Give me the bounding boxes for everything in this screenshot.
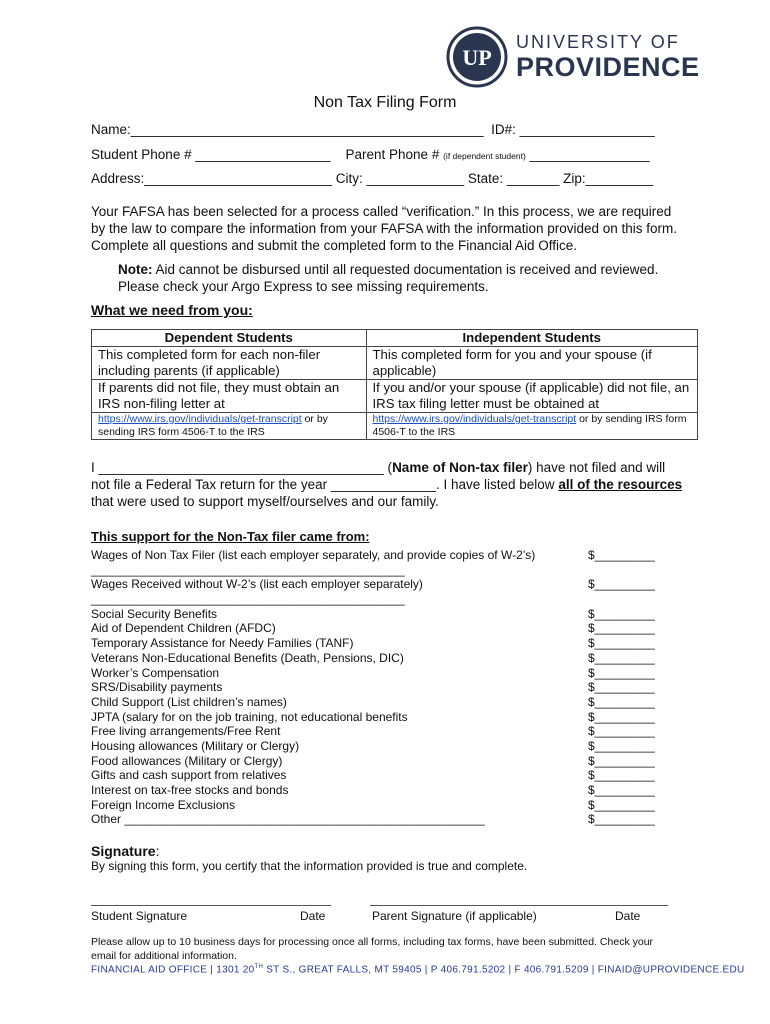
note-text: Aid cannot be disbursed until all requested documentation is received and reviewed. Please check your Argo Express to see missing requirements. (118, 262, 659, 294)
support-item-row (91, 680, 691, 695)
support-item-label: Worker’s Compensation (91, 665, 220, 680)
signature-heading (91, 843, 159, 859)
amount-blank[interactable]: $_________ (588, 724, 655, 739)
amount-blank[interactable]: $_________ (588, 738, 655, 753)
support-item-row (91, 621, 691, 636)
support-item-label: Free living arrangements/Free Rent (91, 724, 281, 739)
certify-text: By signing this form, you certify that the information provided is true and complete. (91, 859, 528, 873)
support-item-label: Housing allowances (Military or Clergy) (91, 738, 300, 753)
svg-text:UP: UP (462, 45, 492, 70)
amount-blank[interactable]: $_________ (588, 621, 655, 636)
support-label: Wages of Non Tax Filer (list each employer separately, and provide copies of W-2’s) (91, 548, 536, 562)
address-line: Address:_________________________ City: _____________ State: _______ Zip:_________ (91, 171, 654, 186)
support-item-label: Other ______________________________________________________ (91, 812, 485, 827)
support-item-row (91, 651, 691, 666)
blank-line: _______________________________________________ (91, 562, 405, 577)
note-paragraph (118, 261, 688, 295)
blank-line: _______________________________________________ (91, 592, 405, 607)
independent-link-tail: or by sending IRS form 4506-T to the IRS (372, 413, 687, 438)
irs-transcript-link[interactable]: https://www.irs.gov/individuals/get-transcript (372, 413, 577, 425)
support-item-row (91, 768, 691, 783)
support-items (91, 607, 691, 827)
support-item-label: JPTA (salary for on the job training, not educational benefits (91, 709, 408, 724)
amount-blank[interactable]: $_________ (588, 680, 655, 695)
up-seal-icon (446, 26, 508, 88)
amount-blank[interactable]: $_________ (588, 783, 655, 797)
support-heading-text: This support for the Non-Tax filer came from: (91, 529, 370, 544)
support-row-wages-nontax (91, 548, 691, 563)
form-title: Non Tax Filing Form (313, 94, 457, 111)
support-item-row (91, 754, 691, 769)
student-phone-field: Student Phone # __________________ (91, 147, 331, 162)
parent-date-label: Date (615, 909, 641, 923)
university-logo (446, 18, 708, 98)
student-date-label: Date (300, 909, 326, 923)
dependent-form-cell: This completed form for each non-filer including parents (if applicable) (92, 347, 367, 380)
amount-blank[interactable]: $_________ (588, 650, 655, 665)
footer-contact (91, 964, 745, 975)
support-item-label: Child Support (List children’s names) (91, 694, 287, 709)
independent-link-cell (366, 413, 698, 440)
col-header-independent: Independent Students (366, 330, 698, 347)
note-label: Note: (118, 262, 153, 277)
signature-colon: : (155, 843, 160, 859)
amount-blank[interactable]: $_________ (588, 709, 655, 724)
declaration-part1: I ______________________________________ ( (91, 460, 393, 475)
declaration-part3: that were used to support myself/ourselves and our family. (91, 494, 439, 509)
requirements-table (91, 329, 698, 440)
amount-blank[interactable]: $_________ (588, 636, 655, 651)
support-item-row (91, 710, 691, 725)
intro-paragraph: Your FAFSA has been selected for a process called “verification.” In this process, we are required by the law to compare the information from your FAFSA with the information provided on this form. Complete all questions and submit the completed form to the Financial Aid Office. (91, 204, 678, 253)
support-item-label: Interest on tax-free stocks and bonds (91, 783, 289, 797)
support-row-wages-received (91, 577, 691, 592)
requirements-heading: What we need from you: (91, 302, 253, 318)
support-item-label: Gifts and cash support from relatives (91, 768, 287, 783)
support-item-row (91, 607, 691, 622)
support-blank-row (91, 592, 691, 607)
support-item-label: Social Security Benefits (91, 606, 218, 621)
declaration-resources: all of the resources (558, 477, 683, 492)
parent-phone-note: (if dependent student) (443, 151, 526, 161)
support-item-row (91, 724, 691, 739)
dependent-letter-cell: If parents did not file, they must obtain an IRS non-filing letter at (92, 380, 367, 413)
support-item-label: Aid of Dependent Children (AFDC) (91, 621, 276, 636)
parent-phone-label: Parent Phone # (345, 147, 440, 162)
amount-blank[interactable]: $_________ (588, 694, 655, 709)
support-item-row (91, 695, 691, 710)
name-id-line: Name:_______________________________________________ ID#: __________________ (91, 122, 655, 137)
declaration-part2: ) have not filed and will not file a Federal Tax return for the year ______________. I have listed below (91, 460, 666, 492)
dependent-link-tail: or by sending IRS form 4506-T to the IRS (98, 413, 328, 438)
dependent-link-cell (92, 413, 367, 440)
footer-part-b: ST S., GREAT FALLS, MT 59405 | P 406.791.5202 | F 406.791.5209 | FINAID@UPROVIDENCE.EDU (263, 964, 745, 976)
independent-form-cell: This completed form for you and your spouse (if applicable) (366, 347, 698, 380)
amount-blank[interactable]: $_________ (588, 606, 655, 621)
processing-note: Please allow up to 10 business days for processing once all forms, including tax forms, have been submitted. Check your email for additional information. (91, 936, 654, 962)
logo-line2: PROVIDENCE (516, 52, 700, 82)
support-item-label: Food allowances (Military or Clergy) (91, 753, 283, 768)
support-heading (91, 529, 370, 544)
amount-blank[interactable]: $_________ (588, 812, 655, 827)
amount-blank[interactable]: $_________ (588, 797, 655, 812)
support-item-label: Veterans Non-Educational Benefits (Death, Pensions, DIC) (91, 650, 404, 665)
footer-part-a: FINANCIAL AID OFFICE | 1301 20 (91, 964, 255, 976)
amount-blank: $_________ (588, 577, 655, 592)
amount-blank[interactable]: $_________ (588, 753, 655, 768)
parent-signature-label: Parent Signature (if applicable) (372, 909, 537, 923)
amount-blank[interactable]: $_________ (588, 768, 655, 783)
parent-phone-blank: ________________ (529, 147, 650, 162)
irs-transcript-link[interactable]: https://www.irs.gov/individuals/get-transcript (98, 413, 302, 425)
support-item-row (91, 636, 691, 651)
independent-letter-cell: If you and/or your spouse (if applicable) did not file, an IRS tax filing letter must be obtained at (366, 380, 698, 413)
support-item-label: SRS/Disability payments (91, 680, 223, 695)
support-item-row (91, 783, 691, 798)
parent-signature-line[interactable] (370, 905, 668, 906)
support-item-row (91, 798, 691, 813)
support-item-row (91, 739, 691, 754)
col-header-dependent: Dependent Students (92, 330, 367, 347)
support-blank-row (91, 563, 691, 578)
phone-line (91, 147, 650, 162)
support-list (91, 548, 691, 827)
declaration-name-label: Name of Non-tax filer (392, 460, 528, 475)
signature-heading-text: Signature (91, 843, 156, 859)
support-item-row (91, 812, 691, 827)
support-item-label: Temporary Assistance for Needy Families (TANF) (91, 636, 354, 651)
amount-blank[interactable]: $_________ (588, 665, 655, 680)
support-label: Wages Received without W-2’s (list each employer separately) (91, 577, 423, 592)
student-signature-line[interactable] (91, 905, 331, 906)
logo-line1: UNIVERSITY OF (516, 32, 680, 52)
student-signature-label: Student Signature (91, 909, 188, 923)
footer-sup: TH (254, 964, 264, 970)
amount-blank: $_________ (588, 548, 655, 562)
support-item-row (91, 666, 691, 681)
declaration-paragraph (91, 459, 686, 510)
support-item-label: Foreign Income Exclusions (91, 797, 236, 812)
